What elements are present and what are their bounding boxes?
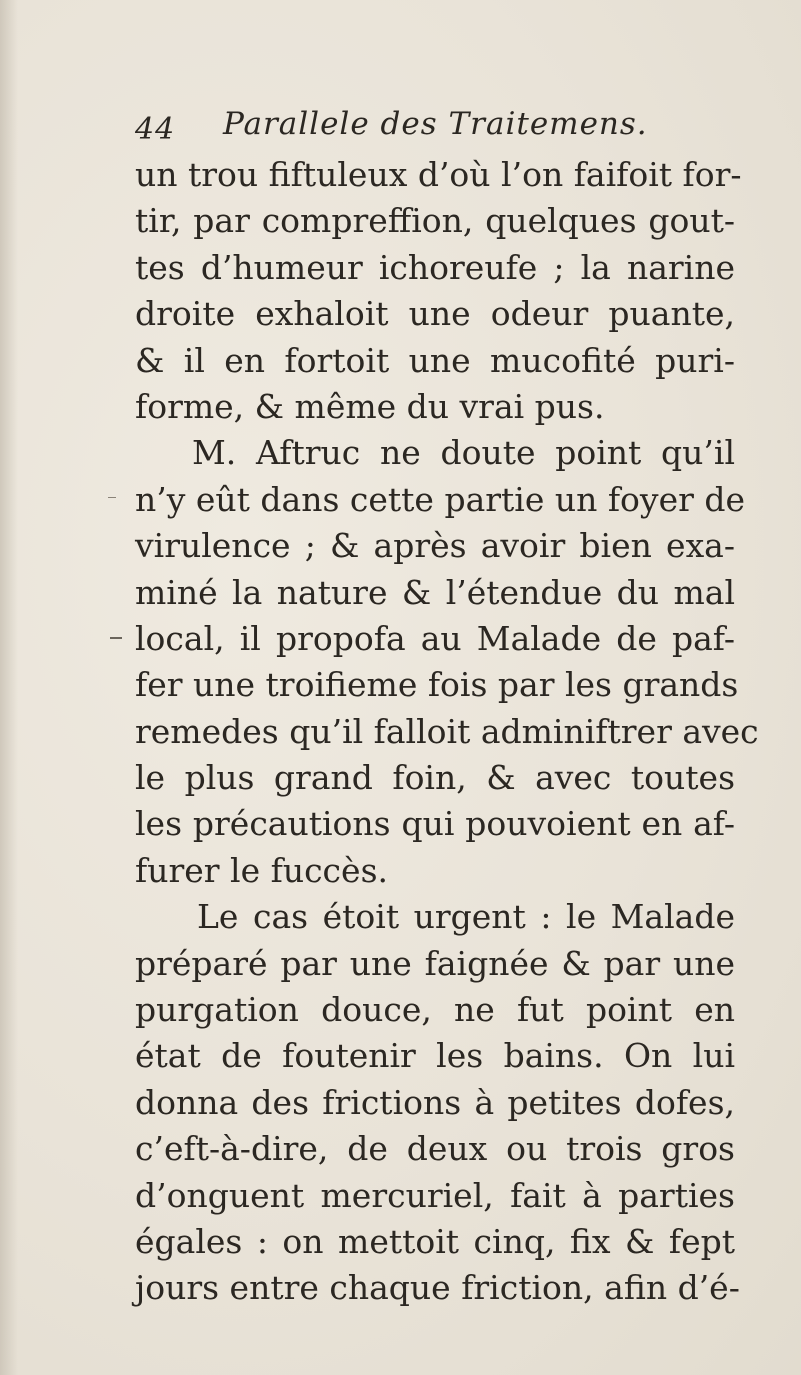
text-line: les précautions qui pouvoient en af-	[135, 804, 735, 844]
text-line: le plus grand foin, & avec toutes	[135, 758, 735, 798]
page-number: 44	[135, 112, 176, 147]
text-line: M. Aftruc ne doute point qu’il	[192, 433, 735, 473]
running-title: Parallele des Traitemens.	[223, 106, 648, 142]
body-text	[135, 152, 759, 1312]
text-line: local, il propofa au Malade de paf-	[135, 618, 735, 658]
running-header	[135, 106, 735, 156]
margin-mark	[108, 497, 116, 498]
text-line: tes d’humeur ichoreufe ; la narine	[135, 247, 735, 287]
text-line: fer une troifieme fois par les grands	[135, 665, 739, 705]
page-gutter-shadow	[0, 0, 18, 1375]
text-line: jours entre chaque friction, afin d’é-	[135, 1268, 740, 1308]
text-line: & il en fortoit une mucofité puri-	[135, 340, 735, 380]
text-line: état de foutenir les bains. On lui	[135, 1036, 735, 1076]
text-line: égales : on mettoit cinq, fix & fept	[135, 1221, 735, 1261]
text-line: miné la nature & l’étendue du mal	[135, 572, 735, 612]
text-line: c’eft-à-dire, de deux ou trois gros	[135, 1129, 735, 1169]
text-line: purgation douce, ne fut point en	[135, 990, 735, 1030]
text-line: tir, par compreffion, quelques gout-	[135, 201, 735, 241]
text-line: furer le fuccès.	[135, 850, 388, 890]
text-line: Le cas étoit urgent : le Malade	[197, 897, 735, 937]
text-line: préparé par une faignée & par une	[135, 943, 735, 983]
text-line: droite exhaloit une odeur puante,	[135, 294, 735, 334]
text-line: remedes qu’il falloit adminiftrer avec	[135, 711, 759, 751]
text-line: virulence ; & après avoir bien exa-	[135, 526, 735, 566]
margin-mark	[110, 637, 122, 639]
text-line: d’onguent mercuriel, fait à parties	[135, 1175, 735, 1215]
text-line: donna des frictions à petites dofes,	[135, 1082, 735, 1122]
text-line: un trou fiftuleux d’où l’on faifoit for-	[135, 155, 742, 194]
text-line: forme, & même du vrai pus.	[135, 386, 605, 426]
text-line: n’y eût dans cette partie un foyer de	[135, 479, 746, 519]
